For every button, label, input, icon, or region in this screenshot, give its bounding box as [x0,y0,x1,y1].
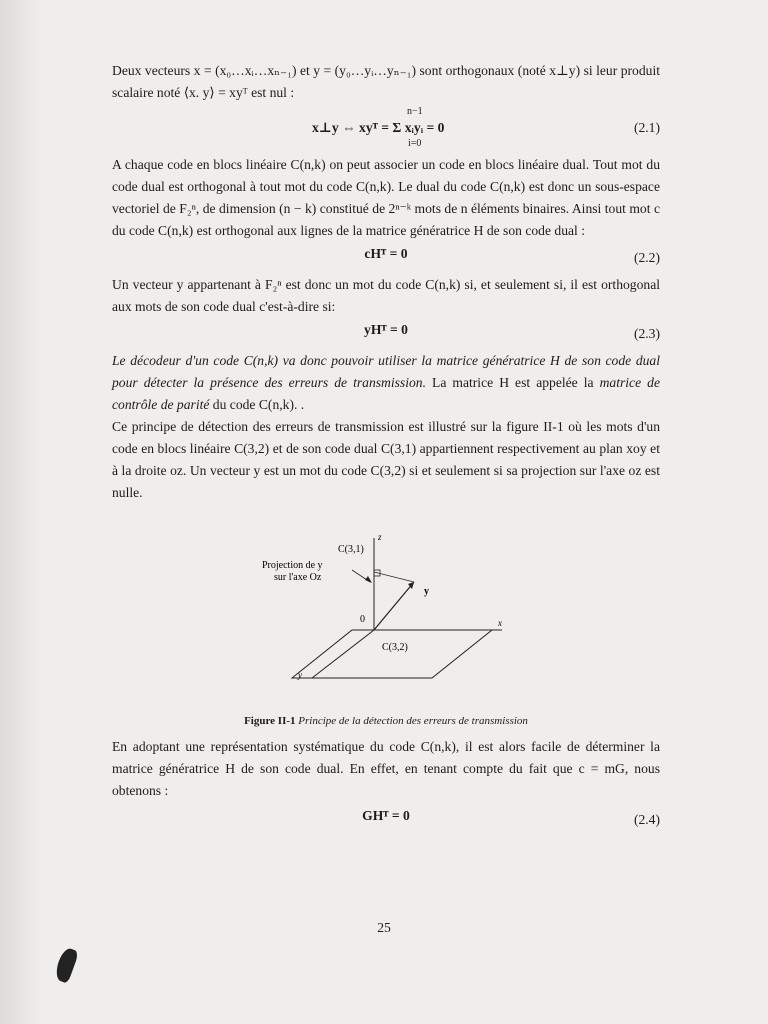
vector-y [374,582,414,630]
decoder-text-b: du code C(n,k). . [209,397,305,412]
equation-2-4-number: (2.4) [633,812,660,827]
equation-2-2-expr: cHᵀ = 0 [364,246,408,261]
label-projection-line2: sur l'axe Oz [274,572,322,583]
page-content [112,60,660,836]
page-number: 25 [377,920,391,935]
paragraph-vector-membership: Un vecteur y appartenant à F₂ⁿ est donc un mot du code C(n,k) si, et seulement si, il est orthogonal aux mots de son code dual c'est-à-dire si: [112,277,660,314]
equation-2-4 [112,808,660,832]
equation-2-1-number: (2.1) [633,120,660,135]
figure-ii-1 [112,518,660,727]
projection-line [374,572,414,582]
equation-2-2 [112,246,660,270]
paragraph-orthogonality: Deux vecteurs x = (x₀…xᵢ…xₙ₋₁) et y = (y₀…yᵢ…yₙ₋₁) sont orthogonaux (noté x⊥y) si leur produit scalaire noté ⟨x. y⟩ = xyᵀ est nul : [112,63,660,100]
sum-lower-limit: i=0 [408,138,422,149]
decoder-italic-text: Le décodeur d'un code C(n,k) va donc pouvoir utiliser la matrice génératrice H de son code dual pour détecter la présence des erreurs de transmission. [112,353,660,390]
label-projection-line1: Projection de y [262,560,323,571]
equation-2-3-expr: yHᵀ = 0 [364,322,408,337]
label-c32: C(3,2) [382,642,408,653]
label-y-axis: y [298,670,302,680]
figure-diagram [112,518,660,708]
equation-2-2-number: (2.2) [633,250,660,265]
label-origin: 0 [360,614,365,625]
equation-2-3-number: (2.3) [633,326,660,341]
label-x: x [498,618,502,628]
projection-pointer-head [365,576,372,583]
caption-text: Principe de la détection des erreurs de transmission [298,715,528,727]
equation-2-4-expr: GHᵀ = 0 [362,808,410,823]
label-z: z [378,532,382,542]
parity-check-term: matrice de contrôle de parité [112,375,660,412]
label-vector-y: y [424,586,429,597]
equation-2-1-expr: x⊥y ⇔ xyᵀ = Σ xᵢyᵢ = 0 [312,120,445,135]
sum-upper-limit: n−1 [407,106,423,117]
page-edge-shadow [0,0,40,1024]
label-c31: C(3,1) [338,544,364,555]
paragraph-systematic: En adoptant une représentation systématique du code C(n,k), il est alors facile de déterminer la matrice génératrice H de son code dual. En effet, en tenant compte du fait que c = mG, nous obtenons : [112,739,660,798]
paragraph-dual-code: A chaque code en blocs linéaire C(n,k) on peut associer un code en blocs linéaire dual. Tout mot du code dual est orthogonal à tout mot du code C(n,k). Le dual du code C(n,k) est donc un sous-espace vectoriel de F₂ⁿ, de dimension (n − k) constitué de 2ⁿ⁻ᵏ mots de n éléments binaires. Ainsi tout mot c du code C(n,k) est orthogonal aux lignes de la matrice génératrice H de son code dual : [112,157,660,238]
figure-caption [112,715,660,727]
equation-2-3 [112,322,660,346]
ink-smudge [53,946,80,983]
equation-2-1 [112,108,660,148]
decoder-text-a: La matrice H est appelée la [425,375,600,390]
caption-label: Figure II-1 [244,715,296,727]
paragraph-figure-intro: Ce principe de détection des erreurs de transmission est illustré sur la figure II-1 où les mots d'un code en blocs linéaire C(3,2) et de son code dual C(3,1) appartiennent respectivement au plan xoy et à la droite oz. Un vecteur y est un mot du code C(3,2) si et seulement si sa projection sur l'axe oz est nulle. [112,419,660,500]
paragraph-decoder [112,350,660,416]
